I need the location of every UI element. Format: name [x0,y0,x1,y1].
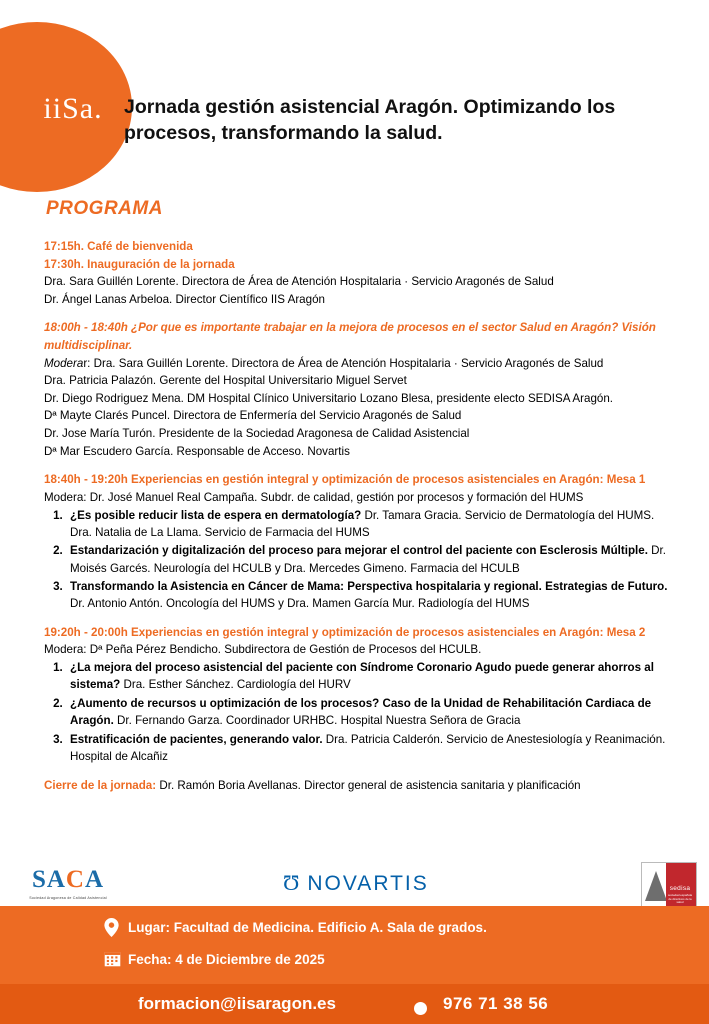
program-block-mesa-1 [44,471,669,613]
block4-item1-rest: Dra. Esther Sánchez. Cardiología del HURV [120,678,351,692]
program-block-mesa-2 [44,624,669,766]
block2-moderator-text: r: Dra. Sara Guillén Lorente. Directora de Área de Atención Hospitalaria · Servicio Aragonés de Salud [83,356,604,370]
list-item [66,542,669,577]
block2-moderator [44,355,669,373]
block2-line-5: Dª Mar Escudero García. Responsable de Acceso. Novartis [44,444,350,458]
block3-item3-title: Transformando la Asistencia en Cáncer de Mama: Perspectiva hospitalaria y regional. Estrategias de Futuro. [70,580,668,594]
closing-label: Cierre de la jornada: [44,779,157,793]
block4-item1-title: ¿La mejora del proceso asistencial del paciente con Síndrome Coronario Agudo puede generar ahorros al sistema? [70,661,654,692]
block4-item2-title: ¿Aumento de recursos u optimización de los procesos? Caso de la Unidad de Rehabilitación Cardiaca de Aragón. [70,696,652,728]
block3-heading: 18:40h - 19:20h Experiencias en gestión integral y optimización de procesos asistenciales en Aragón: Mesa 1 [44,473,646,487]
sedisa-logo [641,862,697,912]
block3-items [44,507,669,613]
list-item [66,695,669,730]
list-item [66,507,669,542]
block4-items [44,659,669,765]
opening-line-1: 17:15h. Café de bienvenida [44,240,193,253]
block2-heading: 18:00h - 18:40h ¿Por que es importante trabajar en la mejora de procesos en el sector Salud en Aragón? Visión multidisciplinar. [44,321,656,353]
block2-line-4: Dr. Jose María Turón. Presidente de la Sociedad Aragonesa de Calidad Asistencial [44,427,470,441]
block2-line-1: Dra. Patricia Palazón. Gerente del Hospital Universitario Miguel Servet [44,374,407,388]
footer-date: Fecha: 4 de Diciembre de 2025 [128,952,325,967]
closing-line [44,777,669,795]
list-item [66,731,669,766]
block3-item3-rest: Dr. Antonio Antón. Oncología del HUMS y Dra. Mamen García Mur. Radiología del HUMS [70,597,530,611]
block4-heading: 19:20h - 20:00h Experiencias en gestión integral y optimización de procesos asistenciales en Aragón: Mesa 2 [44,625,646,639]
separator-dot-icon [414,1002,427,1015]
footer-email[interactable]: formacion@iisaragon.es [138,994,336,1013]
saca-logo [14,866,122,900]
block4-item3-title: Estratificación de pacientes, generando valor. [70,732,323,746]
sedisa-logo-text: sedisa [669,885,691,892]
footer-phone[interactable]: 976 71 38 56 [443,994,549,1013]
novartis-logo [283,870,429,896]
block3-moderator: Modera: Dr. José Manuel Real Campaña. Subdr. de calidad, gestión por procesos y formación del HUMS [44,490,584,504]
novartis-logo-text: NOVARTIS [307,872,429,895]
iisa-logo-text: iiSa. [43,92,103,125]
novartis-mark-icon: Ʊ [283,870,302,895]
block2-line-3: Dª Mayte Clarés Puncel. Directora de Enfermería del Servicio Aragonés de Salud [44,409,462,423]
calendar-icon [104,950,121,967]
saca-logo-subtitle: Sociedad Aragonesa de Calidad Asistencial [29,896,107,900]
block3-item1-rest: Dr. Tamara Gracia. Servicio de Dermatología del HUMS. Dra. Natalia de La Llama. Servicio de Farmacia del HUMS [70,508,655,539]
block4-item2-rest: Dr. Fernando Garza. Coordinador URHBC. Hospital Nuestra Señora de Gracia [113,714,521,728]
block4-moderator: Modera: Dª Peña Pérez Bendicho. Subdirectora de Gestión de Procesos del HCULB. [44,643,482,657]
program-block-roundtable-intro [44,319,669,460]
location-pin-icon [104,918,119,937]
block2-moderator-prefix: Modera [44,356,84,370]
footer [0,906,709,1024]
sedisa-fan-icon [645,871,667,901]
block3-item2-title: Estandarización y digitalización del proceso para mejorar el control del paciente con Esclerosis Múltiple. [70,544,648,558]
block2-line-2: Dr. Diego Rodriguez Mena. DM Hospital Clínico Universitario Lozano Blesa, presidente electo SEDISA Aragón. [44,391,614,405]
list-item [66,578,669,613]
block4-item3-rest: Dra. Patricia Calderón. Servicio de Anestesiología y Reanimación. Hospital de Alcañiz [70,732,666,764]
program-content [44,238,669,795]
footer-contact-bar [0,984,709,1024]
programa-heading: PROGRAMA [46,198,163,219]
list-item [66,659,669,694]
opening-line-4: Dr. Ángel Lanas Arbeloa. Director Científico IIS Aragón [44,292,325,306]
saca-logo-mark: SACA [31,866,105,893]
closing-text: Dr. Ramón Boria Avellanas. Director general de asistencia sanitaria y planificación [156,779,581,793]
program-block-opening [44,238,669,308]
header [0,0,709,185]
sedisa-logo-tagline: sociedad española de directivos de la salud [667,893,693,905]
block3-item2-rest: Dr. Moisés Garcés. Neurología del HCULB y Dra. Mercedes Gimeno. Farmacia del HCULB [70,544,666,575]
opening-line-2: 17:30h. Inauguración de la jornada [44,257,235,271]
footer-location: Lugar: Facultad de Medicina. Edificio A. Sala de grados. [128,920,487,935]
block3-item1-title: ¿Es posible reducir lista de espera en dermatología? [70,508,362,522]
page-title: Jornada gestión asistencial Aragón. Optimizando los procesos, transformando la salud. [124,96,616,144]
opening-line-3: Dra. Sara Guillén Lorente. Directora de Área de Atención Hospitalaria · Servicio Aragonés de Salud [44,275,554,289]
